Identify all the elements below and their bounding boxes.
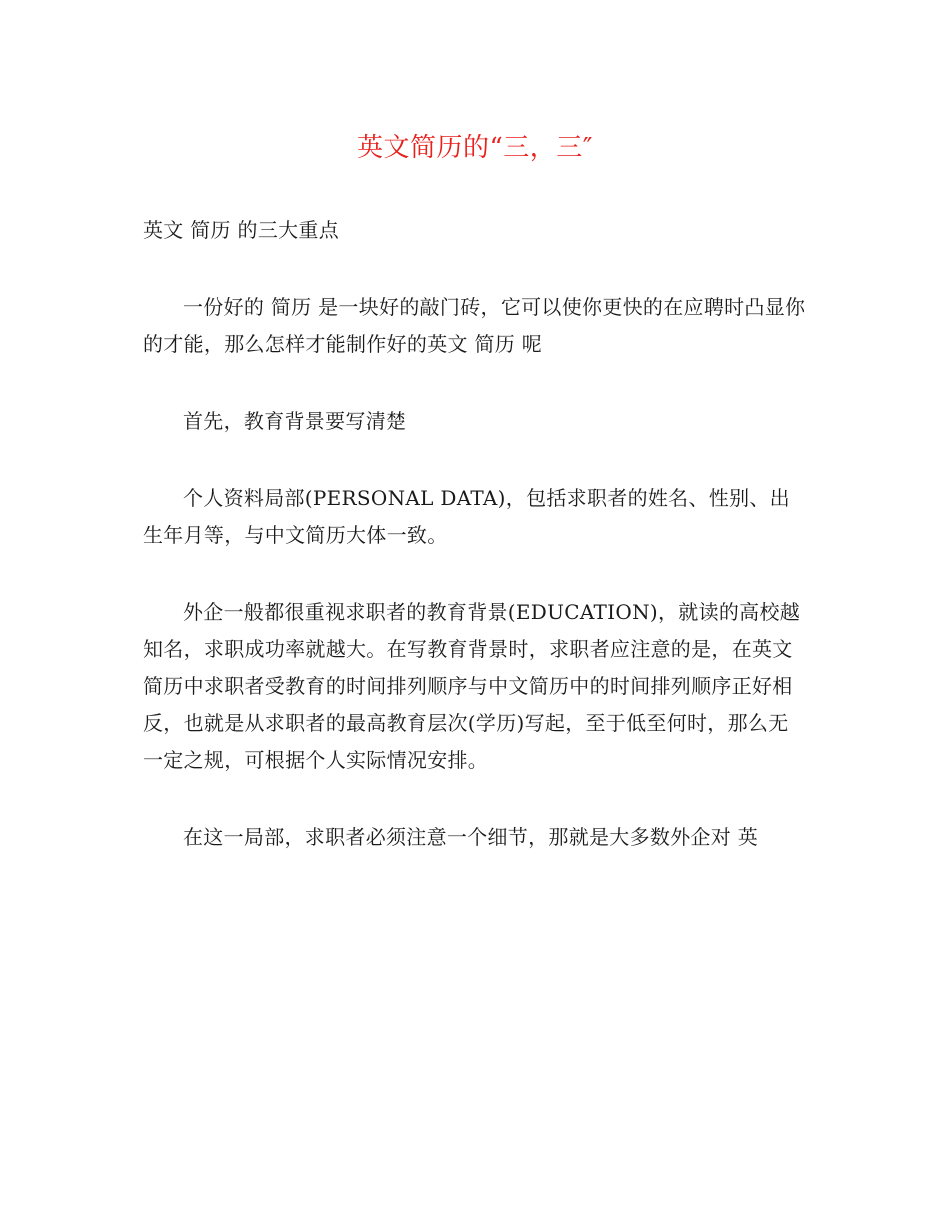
paragraph-education: 外企一般都很重视求职者的教育背景(EDUCATION)，就读的高校越知名，求职成功率就越大。在写教育背景时，求职者应注意的是，在英文简历中求职者受教育的时间排列顺序与中文简历中的时间排列顺序正好相反，也就是从求职者的最高教育层次(学历)写起，至于低至何时，那么无一定之规，可根据个人实际情况安排。 — [143, 600, 801, 772]
section-heading: 英文 简历 的三大重点 — [143, 218, 340, 242]
paragraph-intro: 一份好的 简历 是一块好的敲门砖，它可以使你更快的在应聘时凸显你的才能，那么怎样才能制作好的英文 简历 呢 — [143, 295, 806, 356]
paragraph-detail: 在这一局部，求职者必须注意一个细节，那就是大多数外企对 英 — [183, 825, 759, 849]
paragraph-education-heading: 首先，教育背景要写清楚 — [183, 409, 407, 433]
document-title: 英文简历的“三，三″ — [356, 133, 593, 163]
document-body — [143, 212, 808, 896]
paragraph-personal-data: 个人资料局部(PERSONAL DATA)，包括求职者的姓名、性别、出生年月等，与中文简历大体一致。 — [143, 486, 790, 547]
